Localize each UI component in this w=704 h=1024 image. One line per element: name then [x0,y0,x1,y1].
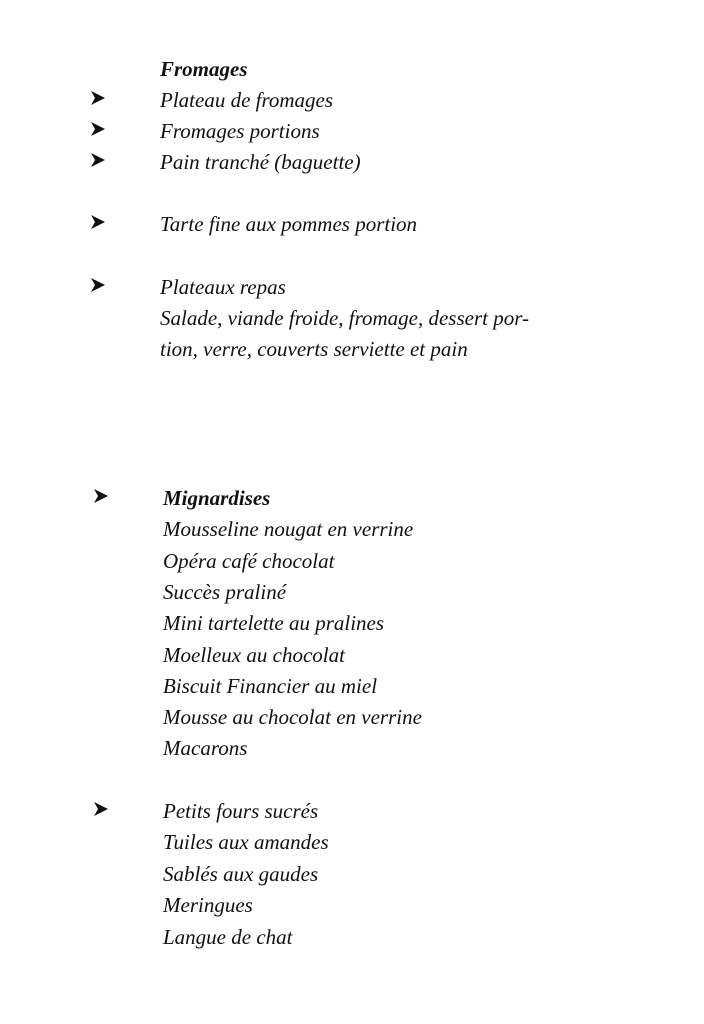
plateaux-repas-description: tion, verre, couverts serviette et pain [160,337,468,361]
list-item: Plateau de fromages [160,88,334,112]
list-item: Mousseline nougat en verrine [163,517,414,541]
list-item: Langue de chat [163,925,293,949]
arrowhead-bullet-icon [90,277,106,293]
list-item: Biscuit Financier au miel [163,674,378,698]
petits-fours-heading: Petits fours sucrés [163,799,319,823]
arrowhead-bullet-icon [93,488,109,504]
arrowhead-bullet-icon [90,121,106,137]
list-item: Succès praliné [163,580,287,604]
arrowhead-bullet-icon [93,801,109,817]
plateaux-repas-description: Salade, viande froide, fromage, dessert por- [160,306,529,330]
list-item: Pain tranché (baguette) [160,150,361,174]
arrowhead-bullet-icon [90,90,106,106]
arrowhead-bullet-icon [90,214,106,230]
list-item: Meringues [163,893,253,917]
list-item: Mousse au chocolat en verrine [163,705,422,729]
list-item: Tuiles aux amandes [163,830,329,854]
arrowhead-bullet-icon [90,152,106,168]
fromages-heading: Fromages [160,57,248,81]
list-item: Opéra café chocolat [163,549,335,573]
mignardises-heading: Mignardises [163,486,271,510]
list-item: Mini tartelette au pralines [163,611,385,635]
plateaux-repas-title: Plateaux repas [160,275,286,299]
list-item: Tarte fine aux pommes portion [160,212,418,236]
list-item: Sablés aux gaudes [163,862,319,886]
list-item: Fromages portions [160,119,320,143]
list-item: Moelleux au chocolat [163,643,345,667]
list-item: Macarons [163,736,248,760]
